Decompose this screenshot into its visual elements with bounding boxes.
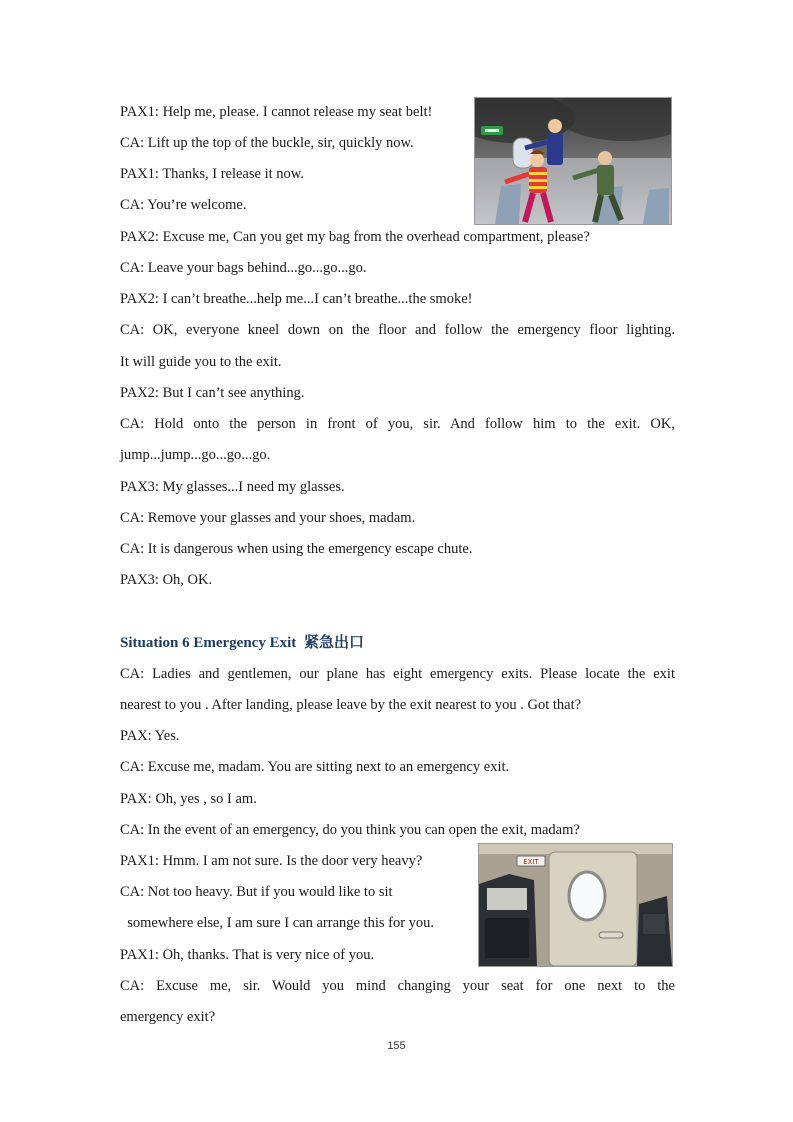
- evacuation-illustration: [474, 97, 672, 225]
- section-heading: [120, 632, 364, 653]
- dialogue-line: nearest to you . After landing, please leave by the exit nearest to you . Got that?: [120, 697, 582, 713]
- dialogue-line: CA: Leave your bags behind...go...go...go.: [120, 260, 367, 276]
- dialogue-line: CA: You’re welcome.: [120, 197, 247, 213]
- dialogue-line: emergency exit?: [120, 1009, 216, 1025]
- exit-sign-label: EXIT: [523, 858, 539, 866]
- dialogue-line: PAX3: Oh, OK.: [120, 572, 213, 588]
- dialogue-line: CA: Excuse me, sir. Would you mind changing your seat for one next to the: [120, 978, 675, 994]
- dialogue-line: It will guide you to the exit.: [120, 354, 282, 370]
- dialogue-line: jump...jump...go...go...go.: [120, 447, 271, 463]
- dialogue-line: CA: Lift up the top of the buckle, sir, quickly now.: [120, 135, 414, 151]
- page-number: 155: [387, 1040, 406, 1052]
- dialogue-line: CA: OK, everyone kneel down on the floor and follow the emergency floor lighting.: [120, 322, 675, 338]
- dialogue-line: PAX3: My glasses...I need my glasses.: [120, 479, 345, 495]
- dialogue-line: PAX1: Hmm. I am not sure. Is the door very heavy?: [120, 853, 423, 869]
- dialogue-line: CA: Ladies and gentlemen, our plane has eight emergency exits. Please locate the exit: [120, 666, 675, 682]
- dialogue-line: CA: Remove your glasses and your shoes, madam.: [120, 510, 416, 526]
- dialogue-line: PAX2: But I can’t see anything.: [120, 385, 305, 401]
- dialogue-line: PAX: Yes.: [120, 728, 180, 744]
- dialogue-line: PAX1: Oh, thanks. That is very nice of you.: [120, 947, 375, 963]
- dialogue-line: PAX: Oh, yes , so I am.: [120, 791, 257, 807]
- section-title-cn: 紧急出口: [304, 633, 365, 651]
- dialogue-line: somewhere else, I am sure I can arrange this for you.: [120, 915, 435, 931]
- dialogue-line: PAX1: Help me, please. I cannot release my seat belt!: [120, 104, 433, 120]
- dialogue-line: CA: In the event of an emergency, do you think you can open the exit, madam?: [120, 822, 580, 838]
- dialogue-line: PAX2: I can’t breathe...help me...I can’t breathe...the smoke!: [120, 291, 473, 307]
- dialogue-line: CA: Excuse me, madam. You are sitting next to an emergency exit.: [120, 759, 510, 775]
- dialogue-line: CA: Hold onto the person in front of you, sir. And follow him to the exit. OK,: [120, 416, 675, 432]
- dialogue-line: CA: Not too heavy. But if you would like to sit: [120, 884, 393, 900]
- exit-door-photo: [478, 843, 673, 967]
- section-title: Situation 6 Emergency Exit: [120, 635, 297, 651]
- dialogue-line: PAX2: Excuse me, Can you get my bag from the overhead compartment, please?: [120, 229, 590, 245]
- dialogue-line: CA: It is dangerous when using the emergency escape chute.: [120, 541, 473, 557]
- dialogue-line: PAX1: Thanks, I release it now.: [120, 166, 304, 182]
